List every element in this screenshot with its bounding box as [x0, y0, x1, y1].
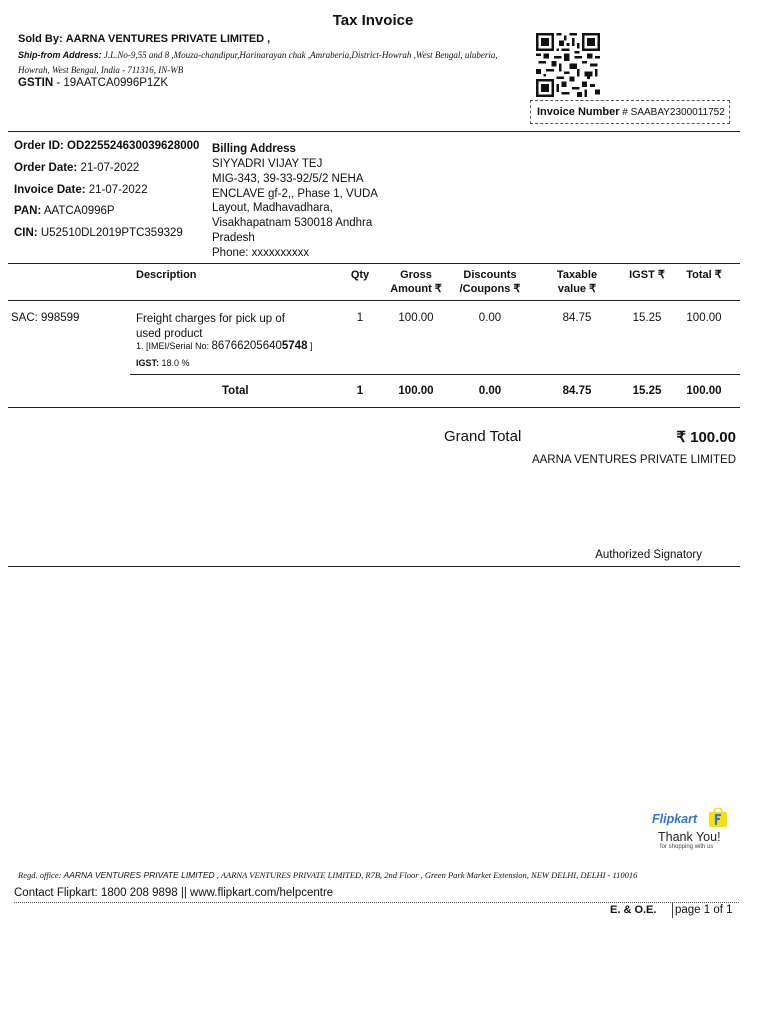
igst-rate-value: 18.0 %: [159, 358, 190, 368]
seller-gstin: [18, 77, 168, 89]
billing-line: Visakhapatnam 530018 Andhra: [212, 217, 373, 230]
totals-taxable: 84.75: [562, 385, 592, 397]
regd-company: AARNA VENTURES PRIVATE LIMITED: [61, 870, 215, 880]
igst-rate-label: IGST:: [136, 358, 160, 368]
pan: [14, 205, 115, 217]
row-qty: 1: [356, 312, 364, 324]
cin-label: CIN:: [14, 227, 38, 239]
order-date-label: Order Date:: [14, 162, 78, 174]
invoice-number-label: Invoice Number: [537, 106, 620, 118]
invoice-number-value: # SAABAY2300011752: [619, 107, 725, 118]
billing-line: ENCLAVE gf-2,, Phase 1, VUDA: [212, 187, 378, 200]
totals-qty: 1: [356, 385, 364, 397]
billing-line: SIYYADRI VIJAY TEJ: [212, 158, 323, 170]
col-header-igst: IGST ₹: [629, 269, 665, 281]
billing-address-title: Billing Address: [212, 143, 296, 155]
cin-value: U52510DL2019PTC359329: [37, 227, 183, 239]
order-id: [14, 140, 199, 152]
billing-phone: Phone: xxxxxxxxxx: [212, 246, 310, 259]
item-description: [136, 312, 326, 342]
row-taxable: 84.75: [562, 312, 592, 324]
igst-rate: [136, 358, 190, 368]
divider: [8, 131, 740, 132]
sac-code: SAC: 998599: [11, 312, 80, 324]
col-header-disc-line2: /Coupons ₹: [459, 283, 521, 295]
imei-number-bold: 5748: [281, 340, 308, 352]
imei-suffix: ]: [307, 341, 313, 351]
billing-line: Pradesh: [212, 231, 255, 244]
order-date-value: 21-07-2022: [77, 162, 140, 174]
ship-from-address: [18, 48, 518, 78]
flipkart-logo: Flipkart: [652, 812, 698, 826]
thank-you-text: Thank You!: [658, 830, 721, 844]
order-id-value: OD225524630039628000: [63, 140, 200, 152]
col-header-disc-line1: Discounts: [463, 269, 517, 281]
divider: [8, 300, 740, 301]
pan-value: AATCA0996P: [41, 205, 115, 217]
regd-address: , AARNA VENTURES PRIVATE LIMITED, R7B, 2nd Floor , Green Park Market Extension, NEW DELHI, DELHI - 110016: [214, 870, 638, 880]
qr-code: [536, 33, 600, 97]
totals-igst: 15.25: [632, 385, 662, 397]
invoice-date-label: Invoice Date:: [14, 184, 86, 196]
gstin-label: GSTIN: [18, 77, 54, 89]
ship-from-line1: J.L.No-9,55 and 8 ,Mouza-chandipur,Harinarayan chak ,Amraberia,District-Howrah ,West Bengal, uluberia,: [103, 50, 498, 60]
totals-discount: 0.00: [478, 385, 502, 397]
contact-info: Contact Flipkart: 1800 208 9898 || www.flipkart.com/helpcentre: [14, 887, 334, 899]
grand-total-label: Grand Total: [444, 428, 522, 445]
totals-gross: 100.00: [398, 385, 434, 397]
col-header-description: Description: [136, 269, 197, 281]
registered-office: [18, 870, 758, 880]
eoe: E. & O.E.: [610, 904, 657, 916]
col-header-taxable: [545, 268, 609, 296]
col-header-tax-line1: Taxable: [556, 269, 598, 281]
col-header-gross-line1: Gross: [400, 269, 432, 281]
col-header-tax-line2: value ₹: [557, 283, 597, 295]
row-total: 100.00: [686, 312, 722, 324]
ship-from-line2: Howrah, West Bengal, India - 711316, IN-WB: [18, 65, 184, 75]
billing-line: Layout, Madhavadhara,: [212, 202, 333, 215]
invoice-date: [14, 184, 148, 196]
regd-label: Regd. office:: [18, 870, 62, 880]
pan-label: PAN:: [14, 205, 42, 217]
col-header-qty: Qty: [350, 269, 370, 281]
item-description-line1: Freight charges for pick up of: [136, 313, 285, 325]
cin: [14, 227, 183, 239]
order-id-label: Order ID:: [14, 140, 64, 152]
sold-by: [18, 33, 270, 45]
signing-company: AARNA VENTURES PRIVATE LIMITED: [531, 454, 736, 466]
col-header-total: Total ₹: [686, 269, 722, 281]
item-description-line2: used product: [136, 327, 203, 340]
row-gross: 100.00: [398, 312, 434, 324]
invoice-title: Tax Invoice: [332, 12, 414, 29]
invoice-date-value: 21-07-2022: [85, 184, 148, 196]
billing-address: [212, 157, 402, 261]
col-header-gross: [385, 268, 447, 296]
gstin-value: - 19AATCA0996P1ZK: [53, 77, 168, 89]
thank-you-subtext: for shopping with us: [660, 844, 714, 850]
divider: [8, 407, 740, 408]
imei-serial: [136, 340, 313, 352]
imei-prefix: 1. [IMEI/Serial No:: [136, 341, 212, 351]
divider: [8, 263, 740, 264]
col-header-discounts: [456, 268, 524, 296]
page-number: page 1 of 1: [675, 904, 733, 916]
order-date: [14, 162, 139, 174]
dotted-divider: [14, 902, 739, 903]
grand-total-value: ₹ 100.00: [676, 429, 736, 446]
sold-by-label: Sold By:: [18, 33, 63, 45]
billing-line: MIG-343, 39-33-92/5/2 NEHA: [212, 172, 364, 185]
totals-label: Total: [222, 385, 249, 397]
row-igst: 15.25: [632, 312, 662, 324]
col-header-gross-line2: Amount ₹: [390, 283, 442, 295]
divider: [130, 374, 740, 375]
seller-name: AARNA VENTURES PRIVATE LIMITED ,: [65, 33, 271, 45]
row-discount: 0.00: [478, 312, 502, 324]
totals-total: 100.00: [686, 385, 722, 397]
divider: [8, 566, 740, 567]
imei-number: 86766205640: [211, 340, 282, 352]
page-separator: [672, 902, 673, 918]
shopping-bag-icon: [708, 808, 728, 828]
authorized-signatory: Authorized Signatory: [595, 549, 702, 561]
invoice-number-box: [530, 100, 730, 124]
ship-from-label: Ship-from Address:: [18, 50, 102, 60]
